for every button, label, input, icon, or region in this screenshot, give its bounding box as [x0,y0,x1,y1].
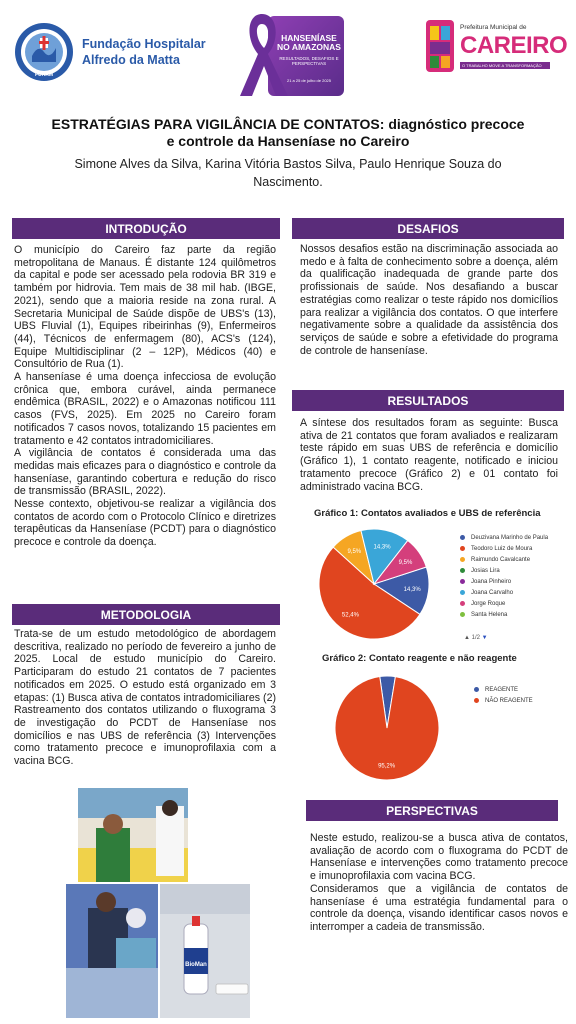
challenges-heading-label: DESAFIOS [397,221,459,236]
intro-paragraph: O município do Careiro faz parte da região metropolitana de Manaus. É distante 124 quilômetros da capital e pode ser acessado pela rodovia BR 319 e também por hidrovia. Tem mais de 38 mil hab. (IBGE, 2021), sendo que a maioria reside na zona rural. A Secretaria Municipal de Saúde dispõe de UBS's (13), UBS Fluvial (1), Equipes ribeirinhas (9), Enfermeiros (44), Técnicos de enfermagem (80), ACS's (124), Equipe Multidisciplinar (2 – 12P), Médicos (40) e Consultório de Rua (1). [14,244,276,371]
legend-item [474,684,533,695]
intro-paragraph: Nesse contexto, objetivou-se realizar a vigilância dos contatos de acordo com o Protocolo Clínico e diretrizes terapêuticas da Hanseníase (PCDT) para o diagnóstico precoce e controle da doença. [14,498,276,549]
legend-swatch [460,557,465,562]
legend-swatch [474,698,479,703]
pie-data-label: 14,3% [373,544,391,551]
event-title: HANSENÍASE NO AMAZONAS [277,33,341,52]
legend-label: REAGENTE [485,686,519,693]
legend-swatch [460,590,465,595]
legend-swatch [460,535,465,540]
legend-label: Joana Carvalho [471,589,514,596]
perspectives-heading-label: PERSPECTIVAS [386,803,478,818]
challenges-paragraph: Nossos desafios estão na discriminação associada ao medo e à falta de conhecimento sobre a doença, além da qualificação inadequada de grande parte dos profissionais de saúde. Nos desafiando a buscar estratégias como realizar o teste rápido nos domicílios para realizar a vigilância dos contatos. O que interfere negativamente sobre a qualidade da assistência dos serviços de saúde e sobre a efetividade do programa de controle de hanseníase. [300,243,558,357]
legend-swatch [474,687,479,692]
event-dates: 21 a 25 de julho de 2025 [286,78,332,83]
careiro-name: CAREIRO [460,32,568,59]
legend-swatch [460,612,465,617]
authors: Simone Alves da Silva, Karina Vitória Bastos Silva, Paulo Henrique Souza do Nascimento. [74,157,502,189]
perspectives-paragraph: Neste estudo, realizou-se a busca ativa de contatos, avaliação de acordo com o fluxograma do PCDT de Hanseníase e intervenções como tratamento precoce e imunoprofilaxia com vacina BCG. [310,832,568,883]
pie-data-label: 14,3% [403,587,421,594]
challenges-heading [292,218,564,239]
legend-item [460,554,548,565]
pager-up-icon[interactable]: ▲ [464,635,470,641]
chart1-pie [302,526,452,646]
event-subtitle: RESULTADOS, DESAFIOS E PERSPECTIVAS [279,56,339,66]
pager-down-icon[interactable]: ▼ [481,635,488,641]
intro-body [14,244,276,549]
legend-item [460,576,548,587]
legend-label: Deuzivana Marinho de Paula [471,534,549,541]
legend-label: Jorge Roque [471,600,506,607]
method-heading [12,604,280,625]
legend-label: Josias Lira [471,567,500,574]
pie-data-label: 95,2% [378,763,396,770]
intro-heading [12,218,280,239]
legend-swatch [460,601,465,606]
perspectives-body [310,832,568,934]
pager-label: 1/2 [471,635,480,641]
perspectives-heading [306,800,558,821]
ribbon-icon [232,10,344,100]
chart1-title: Gráfico 1: Contatos avaliados e UBS de referência [314,508,541,519]
results-heading-label: RESULTADOS [387,393,469,408]
legend-label: Raimundo Cavalcante [471,556,531,563]
title-line2: e controle da Hanseníase no Careiro [166,133,410,149]
perspectives-paragraph: Consideramos que a vigilância de contatos de hanseníase é uma estratégia fundamental para o controle da doença, visando identificar casos novos e interromper a cadeia de transmissão. [310,882,568,933]
legend-item [474,695,533,706]
field-photos-image [66,788,251,1018]
careiro-prefix: Prefeitura Municipal de [460,24,527,31]
pie-data-label: 9,5% [398,559,413,566]
poster-header [0,0,576,110]
legend-label: Teodoro Luiz de Moura [471,545,533,552]
legend-item [460,587,548,598]
legend-item [460,543,548,554]
intro-heading-label: INTRODUÇÃO [105,221,187,236]
intro-paragraph: A hanseníase é uma doença infecciosa de evolução crônica que, embora curável, ainda permanece endêmica (BRASIL, 2022) e o Amazonas notificou 111 casos (FVS, 2025). Em 2025 no Careiro foram notificados 7 casos novos, totalizando 15 pacientes em tratamento e 42 contatos intradomiciliares. [14,371,276,447]
challenges-body [300,243,558,357]
results-body [300,417,558,493]
careiro-slogan: O TRABALHO MOVE A TRANSFORMAÇÃO [460,62,550,69]
fhaj-seal-text: FUHAM [34,72,54,78]
legend-item [460,609,548,620]
intro-paragraph: A vigilância de contatos é considerada uma das medidas mais eficazes para o diagnóstico e controle da hanseníase, garantindo cobertura e redução do risco de transmissão (BRASIL, 2022). [14,447,276,498]
method-body [14,628,276,768]
chart1-pager[interactable] [464,635,488,641]
legend-swatch [460,546,465,551]
legend-item [460,532,548,543]
chart2-legend [474,684,533,706]
poster-title [20,116,556,150]
chart2-title: Gráfico 2: Contato reagente e não reagente [322,653,517,664]
chart2-pie [302,672,472,782]
legend-item [460,598,548,609]
pie-data-label: 52,4% [341,612,359,619]
method-paragraph: Trata-se de um estudo metodológico de abordagem descritiva, realizado no período de fevereiro a junho de 2025. Local de estudo município do Careiro. Participaram do estudo 21 contatos de 7 pacientes notificados em 2025. O estudo está organizado em 3 etapas: (1) Busca ativa de contatos intradomiciliares (2) Rastreamento dos contatos utilizando o fluxograma 3 de investigação do PCDT de Hanseníase nos domicílios e nas UBS de referência (3) Intervenções como tratamento precoce e imunoprofilaxia com a vacina BCG. [14,628,276,768]
pie-data-label: 9,5% [347,548,362,555]
fhaj-name-line1: Fundação Hospitalar [82,37,206,51]
fhaj-seal-icon [14,22,74,82]
vial-label: BioMan [185,962,207,968]
careiro-logo [424,18,568,80]
event-logo [232,10,344,100]
chart1-legend [460,532,548,620]
legend-label: NÃO REAGENTE [485,697,533,704]
fhaj-logo [14,22,214,82]
legend-label: Santa Helena [471,611,508,618]
legend-item [460,565,548,576]
legend-label: Joana Pinheiro [471,578,512,585]
legend-swatch [460,579,465,584]
results-paragraph: A síntese dos resultados foram as seguinte: Busca ativa de 21 contatos que foram avaliados e realizaram teste rápido em suas UBS de referência e domicílio (Gráfico 1), 1 contato reagente, notificado e iniciou tratamento precoce (Gráfico 2) e 01 contato foi administrado vacina BCG. [300,417,558,493]
results-heading [292,390,564,411]
method-heading-label: METODOLOGIA [100,607,192,622]
careiro-emblem-icon [424,18,456,74]
photo-collage [66,788,251,1018]
legend-swatch [460,568,465,573]
title-line1: ESTRATÉGIAS PARA VIGILÂNCIA DE CONTATOS: diagnóstico precoce [51,116,525,132]
fhaj-name-line2: Alfredo da Matta [82,53,180,67]
